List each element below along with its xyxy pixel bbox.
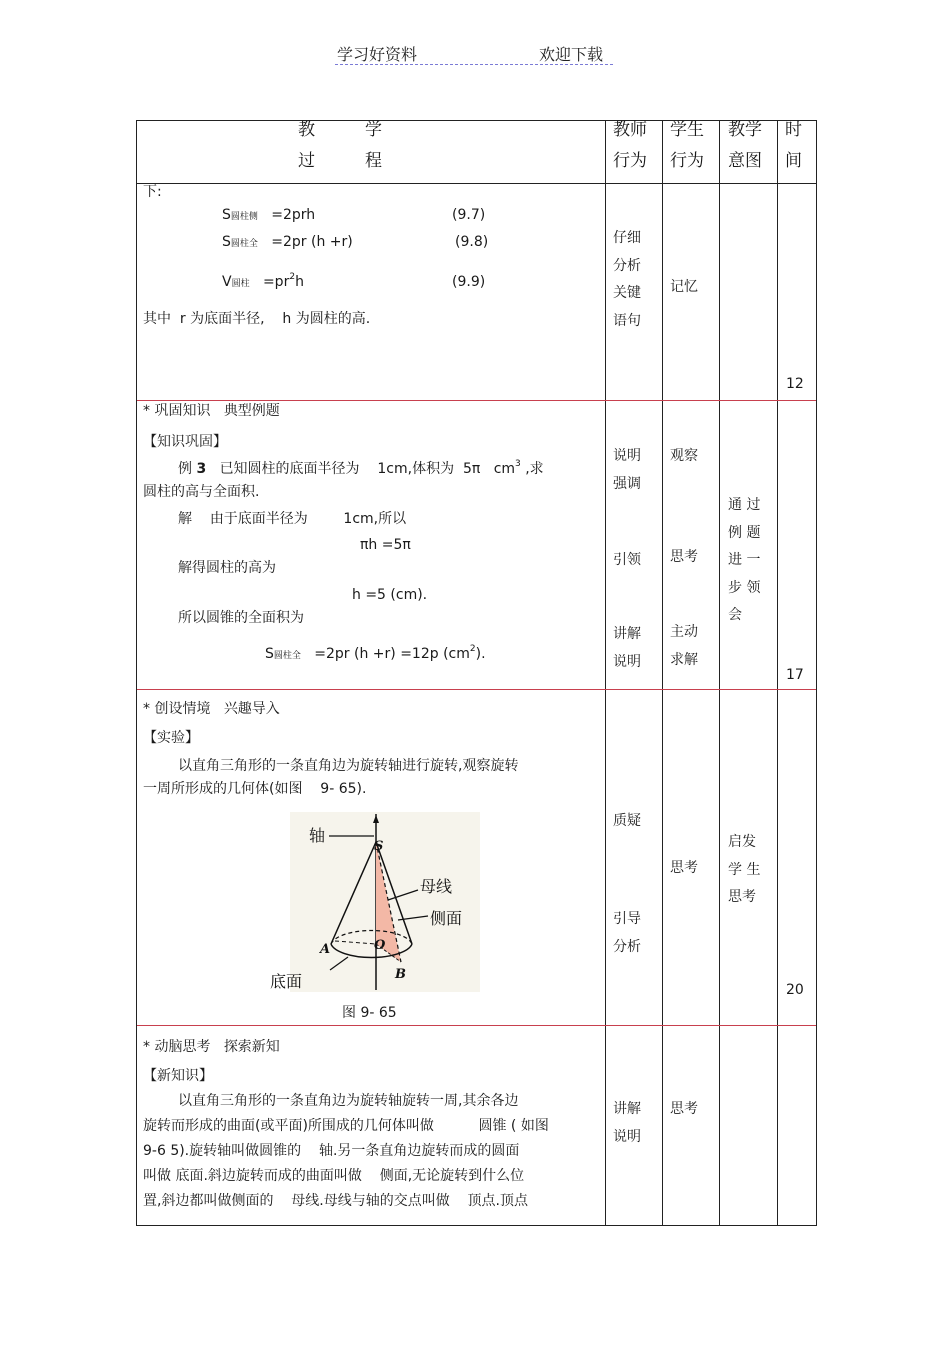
row2-student-a: 观察 <box>670 448 698 464</box>
row2-student-b: 思考 <box>670 549 698 565</box>
base-label: 底面 <box>270 972 303 991</box>
col-header-intent: 意图 <box>728 151 762 171</box>
col-header-teacher: 教师 <box>613 120 647 140</box>
row3-paragraph-line1: 以直角三角形的一条直角边为旋转轴进行旋转,观察旋转 <box>178 758 519 774</box>
center-o-label: O <box>374 938 386 953</box>
row2-heading: * 巩固知识 典型例题 <box>143 403 280 419</box>
cone-figure <box>270 812 480 992</box>
formula-number: (9.9) <box>452 274 486 290</box>
row2-step2: 解得圆柱的高为 <box>178 560 276 576</box>
axis-label: 轴 <box>309 826 326 845</box>
row1-student: 记忆 <box>670 279 698 295</box>
header-left: 学习好资料 <box>337 45 418 64</box>
col-header-student: 行为 <box>670 151 704 171</box>
formula-volume: V圆柱 $=pr^2h$ <box>222 272 304 290</box>
col-divider <box>719 121 720 1225</box>
point-a-label: A <box>320 942 331 957</box>
col-header-process: 过 <box>298 151 315 171</box>
col-divider <box>777 121 778 1225</box>
row4-teacher: 讲解 说明 <box>613 1101 641 1145</box>
vertex-label: S <box>374 839 384 854</box>
page-header <box>335 42 613 65</box>
header-right: 欢迎下载 <box>539 45 604 64</box>
row4-line4: 叫做 底面.斜边旋转而成的曲面叫做 侧面,无论旋转到什么位 <box>143 1168 525 1184</box>
row2-solution: 解 由于底面半径为 1cm,所以 <box>178 511 407 527</box>
row4-line5: 置,斜边都叫做侧面的 母线.母线与轴的交点叫做 顶点.顶点 <box>143 1193 528 1209</box>
row2-example: 例 3 已知圆柱的底面半径为 1cm,体积为 5π $cm^3$ ,求 <box>178 459 544 477</box>
formula-total-area: S圆柱全 =2pr (h +r) <box>222 234 353 250</box>
formula-lateral-area: S圆柱侧 =2prh <box>222 207 316 223</box>
row2-total-area-formula: S圆柱全 =2pr (h +r) =12p $(cm^2)$. <box>265 644 486 662</box>
row2-student-c: 主动 求解 <box>670 624 698 668</box>
row3-time: 20 <box>786 982 804 998</box>
row3-teacher-b: 引导 分析 <box>613 911 641 955</box>
row3-tag: 【实验】 <box>143 730 199 746</box>
col-header-intent: 教学 <box>728 120 762 140</box>
row3-paragraph-line2: 一周所形成的几何体(如图 9- 65). <box>143 781 367 797</box>
col-divider <box>662 121 663 1225</box>
col-header-student: 学生 <box>670 120 704 140</box>
row2-teacher-a: 说明 强调 <box>613 448 641 492</box>
formula-number: (9.7) <box>452 207 486 223</box>
row2-example-line2: 圆柱的高与全面积. <box>143 484 260 500</box>
col-divider <box>605 121 606 1225</box>
row2-time: 17 <box>786 667 804 683</box>
row2-teacher-c: 讲解 说明 <box>613 626 641 670</box>
col-header-process: 教 <box>298 120 315 140</box>
row3-student: 思考 <box>670 860 698 876</box>
formula-number: (9.8) <box>455 234 489 250</box>
row3-teacher-a: 质疑 <box>613 813 641 829</box>
col-header-process: 学 <box>365 120 382 140</box>
row2-step3: 所以圆锥的全面积为 <box>178 610 304 626</box>
row1-teacher: 仔细 分析 关键 语句 <box>613 230 641 329</box>
col-header-process: 程 <box>365 151 382 171</box>
col-header-time: 间 <box>785 151 802 171</box>
row4-line3: 9-6 5).旋转轴叫做圆锥的 轴.另一条直角边旋转而成的圆面 <box>143 1143 520 1159</box>
figure-caption: 图 9- 65 <box>342 1005 397 1021</box>
row3-heading: * 创设情境 兴趣导入 <box>143 701 280 717</box>
row2-eq2: h =5 (cm). <box>352 587 428 603</box>
row4-tag: 【新知识】 <box>143 1068 213 1084</box>
row2-teacher-b: 引领 <box>613 552 641 568</box>
col-header-teacher: 行为 <box>613 151 647 171</box>
row4-line2: 旋转而形成的曲面(或平面)所围成的几何体叫做 圆锥 ( 如图 <box>143 1118 549 1134</box>
lateral-label: 侧面 <box>430 909 463 928</box>
row1-time: 12 <box>786 376 804 392</box>
row-divider <box>137 689 816 690</box>
point-b-label: B <box>395 967 406 982</box>
row4-line1: 以直角三角形的一条直角边为旋转轴旋转一周,其余各边 <box>178 1093 519 1109</box>
row4-student: 思考 <box>670 1101 698 1117</box>
row4-heading: * 动脑思考 探索新知 <box>143 1039 280 1055</box>
row-divider <box>137 183 816 184</box>
row2-eq1: πh =5π <box>360 537 411 553</box>
row1-intro: 下: <box>143 184 162 200</box>
col-header-time: 时 <box>785 120 802 140</box>
row1-where: 其中 r 为底面半径, h 为圆柱的高. <box>143 311 371 327</box>
generatrix-label: 母线 <box>420 877 453 896</box>
row-divider <box>137 400 816 401</box>
row3-intent: 启发 学 生 思考 <box>728 834 761 905</box>
row2-intent: 通 过 例 题 进 一 步 领 会 <box>728 497 761 623</box>
row2-tag: 【知识巩固】 <box>143 434 227 450</box>
row-divider <box>137 1025 816 1026</box>
